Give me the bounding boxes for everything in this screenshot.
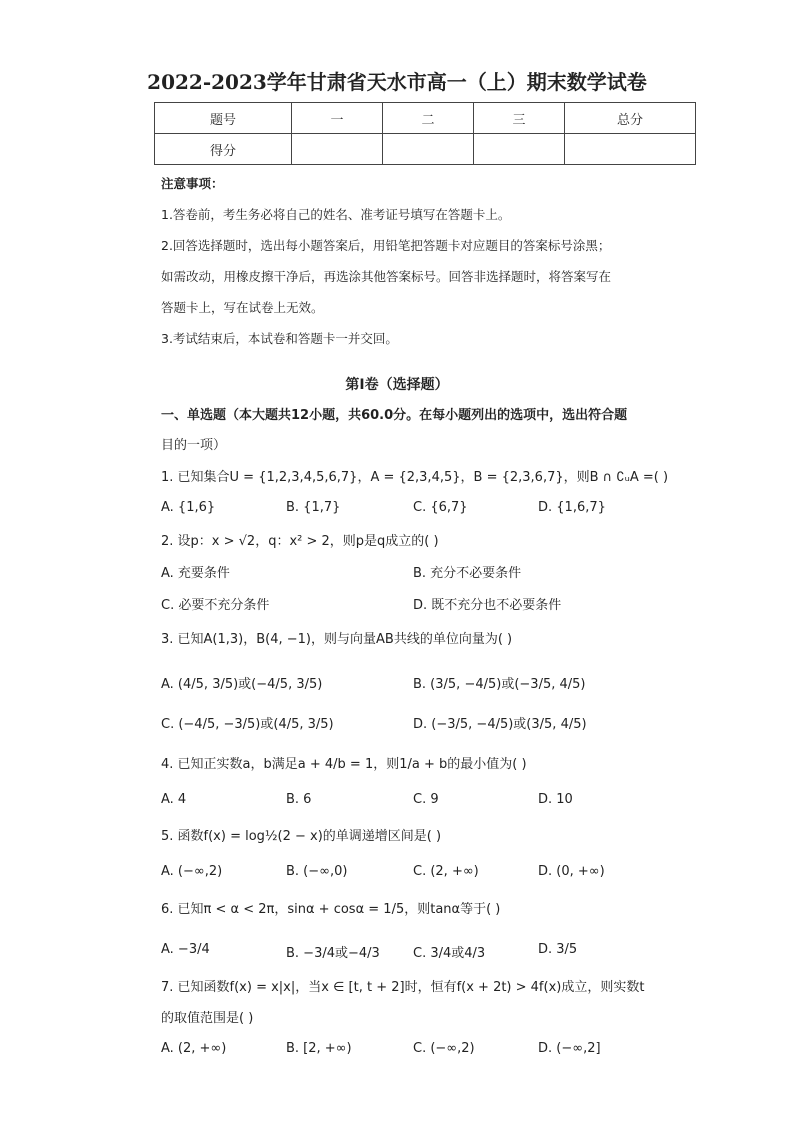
option-b: B. 6 xyxy=(286,792,312,807)
exam-title: 2022-2023学年甘肃省天水市高一（上）期末数学试卷 xyxy=(147,70,647,94)
notice-item: 如需改动，用橡皮擦干净后，再选涂其他答案标号。回答非选择题时，将答案写在 xyxy=(161,269,612,284)
question-stem-continued: 的取值范围是( ) xyxy=(161,1011,254,1026)
section-title: 第I卷（选择题） xyxy=(345,377,449,393)
question-stem: 1. 已知集合U = {1,2,3,4,5,6,7}，A = {2,3,4,5}，B = {2,3,6,7}，则B ∩ ∁ᵤA =( ) xyxy=(161,470,669,485)
option-b: B. {1,7} xyxy=(286,500,341,515)
notice-heading: 注意事项： xyxy=(161,176,224,191)
option-a: A. 充要条件 xyxy=(161,566,230,581)
score-cell xyxy=(474,134,565,165)
notice-item: 答题卡上，写在试卷上无效。 xyxy=(161,300,324,315)
score-table-score-row xyxy=(155,134,696,165)
question-stem: 5. 函数f(x) = log½(2 − x)的单调递增区间是( ) xyxy=(161,829,442,844)
score-cell xyxy=(383,134,474,165)
question-options xyxy=(161,864,681,884)
score-table-header-cell: 一 xyxy=(292,103,383,134)
option-c: C. {6,7} xyxy=(413,500,468,515)
score-cell xyxy=(565,134,696,165)
option-c: C. 3/4或4/3 xyxy=(413,946,486,961)
question-stem: 3. 已知A(1,3)，B(4, −1)，则与向量AB共线的单位向量为( ) xyxy=(161,632,513,647)
option-a: A. 4 xyxy=(161,792,187,807)
option-a: A. {1,6} xyxy=(161,500,216,515)
question-options xyxy=(161,713,681,733)
question-options xyxy=(161,594,681,614)
option-a: A. −3/4 xyxy=(161,942,210,957)
option-a: A. (−∞,2) xyxy=(161,864,223,879)
option-c: C. (2, +∞) xyxy=(413,864,479,879)
question-options xyxy=(161,942,681,962)
score-table-header-cell: 三 xyxy=(474,103,565,134)
section-instruction: 目的一项） xyxy=(161,438,227,453)
score-table-header-cell: 总分 xyxy=(565,103,696,134)
option-d: D. (−3/5, −4/5)或(3/5, 4/5) xyxy=(413,717,587,732)
score-row-label: 得分 xyxy=(155,134,292,165)
option-c: C. (−4/5, −3/5)或(4/5, 3/5) xyxy=(161,717,334,732)
option-b: B. −3/4或−4/3 xyxy=(286,946,380,961)
score-table xyxy=(154,102,696,165)
question-options xyxy=(161,562,681,582)
option-b: B. 充分不必要条件 xyxy=(413,566,522,581)
question-stem: 4. 已知正实数a，b满足a + 4/b = 1，则1/a + b的最小值为( ) xyxy=(161,757,527,772)
notice-item: 2.回答选择题时，选出每小题答案后，用铅笔把答题卡对应题目的答案标号涂黑； xyxy=(161,238,611,253)
question-options xyxy=(161,1041,681,1061)
score-table-header-row xyxy=(155,103,696,134)
notice-item: 3.考试结束后，本试卷和答题卡一并交回。 xyxy=(161,331,398,346)
option-c: C. (−∞,2) xyxy=(413,1041,475,1056)
option-b: B. (−∞,0) xyxy=(286,864,348,879)
option-d: D. 既不充分也不必要条件 xyxy=(413,598,562,613)
notice-item: 1.答卷前，考生务必将自己的姓名、准考证号填写在答题卡上。 xyxy=(161,207,511,222)
question-options xyxy=(161,500,681,520)
option-d: D. {1,6,7} xyxy=(538,500,606,515)
option-d: D. 3/5 xyxy=(538,942,578,957)
score-table-header-cell: 题号 xyxy=(155,103,292,134)
option-a: A. (4/5, 3/5)或(−4/5, 3/5) xyxy=(161,677,323,692)
question-stem: 2. 设p：x > √2，q：x² > 2，则p是q成立的( ) xyxy=(161,534,439,549)
option-c: C. 9 xyxy=(413,792,439,807)
option-b: B. [2, +∞) xyxy=(286,1041,352,1056)
question-options xyxy=(161,792,681,812)
question-stem: 6. 已知π < α < 2π，sinα + cosα = 1/5，则tanα等于( ) xyxy=(161,902,501,917)
option-d: D. (0, +∞) xyxy=(538,864,605,879)
option-b: B. (3/5, −4/5)或(−3/5, 4/5) xyxy=(413,677,586,692)
option-c: C. 必要不充分条件 xyxy=(161,598,270,613)
option-d: D. 10 xyxy=(538,792,573,807)
score-table-header-cell: 二 xyxy=(383,103,474,134)
section-instruction: 一、单选题（本大题共12小题，共60.0分。在每小题列出的选项中，选出符合题 xyxy=(161,408,628,423)
question-options xyxy=(161,673,681,693)
score-cell xyxy=(292,134,383,165)
option-d: D. (−∞,2] xyxy=(538,1041,601,1056)
question-stem: 7. 已知函数f(x) = x|x|，当x ∈ [t, t + 2]时，恒有f(x + 2t) > 4f(x)成立，则实数t xyxy=(161,980,645,995)
option-a: A. (2, +∞) xyxy=(161,1041,227,1056)
